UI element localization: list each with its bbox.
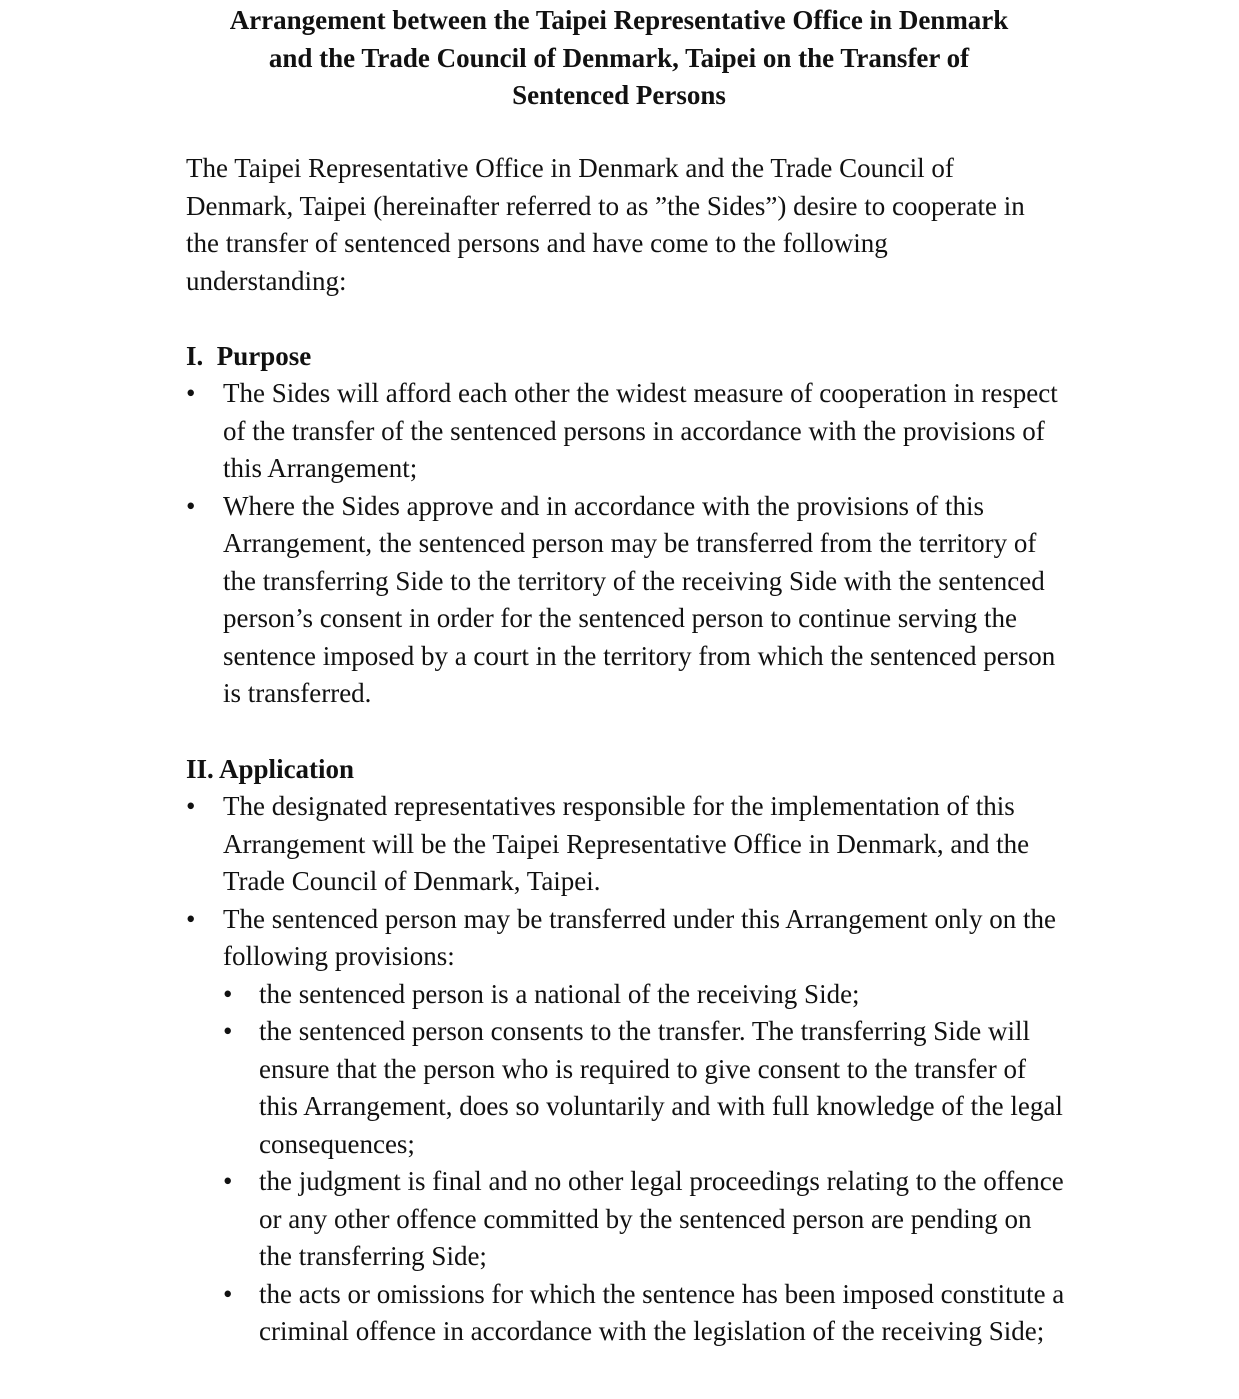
section-number: I. [186, 341, 204, 371]
bullet-symbol: • [186, 490, 196, 521]
list-item [186, 901, 1066, 1351]
bullet-symbol: • [223, 1016, 233, 1046]
provisions-sublist [223, 976, 1066, 1351]
list-item-text: The Sides will afford each other the widest measure of cooperation in respect of the transfer of the sentenced persons in accordance with the provisions of this Arrangement; [223, 378, 1058, 483]
sublist-item-text: the judgment is final and no other legal proceedings relating to the offence or any other offence committed by the sentenced person are pending on the transferring Side; [259, 1166, 1064, 1271]
title-line-1: Arrangement between the Taipei Representative Office in Denmark [229, 5, 1009, 35]
list-item-text: The sentenced person may be transferred under this Arrangement only on the following provisions: [223, 903, 1056, 971]
bullet-symbol: • [186, 903, 196, 934]
title-line-2: and the Trade Council of Denmark, Taipei on the Transfer of [268, 42, 970, 73]
bullet-symbol: • [223, 978, 233, 1009]
sublist-item-text: the sentenced person consents to the transfer. The transferring Side will ensure that the person who is required to give consent to the transfer of this Arrangement, does so voluntarily and with full knowledge of the legal consequences; [259, 1016, 1063, 1159]
list-item [186, 488, 1066, 713]
title-line-3: Sentenced Persons [512, 80, 726, 110]
list-item-text: Where the Sides approve and in accordance with the provisions of this Arrangement, the sentenced person may be transferred from the territory of the transferring Side to the territory of the receiving Side with the sentenced person’s consent in order for the sentenced person to continue serving the sentence imposed by a court in the territory from which the sentenced person is transferred. [223, 490, 1056, 708]
list-item-text: The designated representatives responsible for the implementation of this Arrangement will be the Taipei Representative Office in Denmark, and the Trade Council of Denmark, Taipei. [223, 791, 1030, 896]
document-title [140, 2, 1098, 115]
section-heading-purpose [186, 338, 311, 376]
list-item [186, 788, 1066, 901]
application-list [186, 788, 1066, 1351]
bullet-symbol: • [223, 1278, 233, 1309]
sublist-item-text: the sentenced person is a national of the receiving Side; [259, 978, 860, 1009]
sublist-item-text: the acts or omissions for which the sentence has been imposed constitute a criminal offence in accordance with the legislation of the receiving Side; [259, 1278, 1065, 1346]
sublist-item [223, 1276, 1066, 1351]
section-title: Purpose [216, 341, 312, 371]
intro-paragraph: The Taipei Representative Office in Denmark and the Trade Council of Denmark, Taipei (hereinafter referred to as ”the Sides”) desire to cooperate in the transfer of sentenced persons and have come to the following understanding: [186, 153, 1025, 296]
section-number: II. [186, 754, 214, 784]
sublist-item [223, 1013, 1066, 1163]
list-item [186, 375, 1066, 488]
sublist-item [223, 976, 1066, 1014]
section-heading-application [186, 751, 354, 789]
bullet-symbol: • [186, 378, 196, 408]
purpose-list [186, 375, 1066, 713]
bullet-symbol: • [223, 1166, 233, 1196]
sublist-item [223, 1163, 1066, 1276]
section-title: Application [219, 754, 355, 784]
bullet-symbol: • [186, 791, 196, 821]
